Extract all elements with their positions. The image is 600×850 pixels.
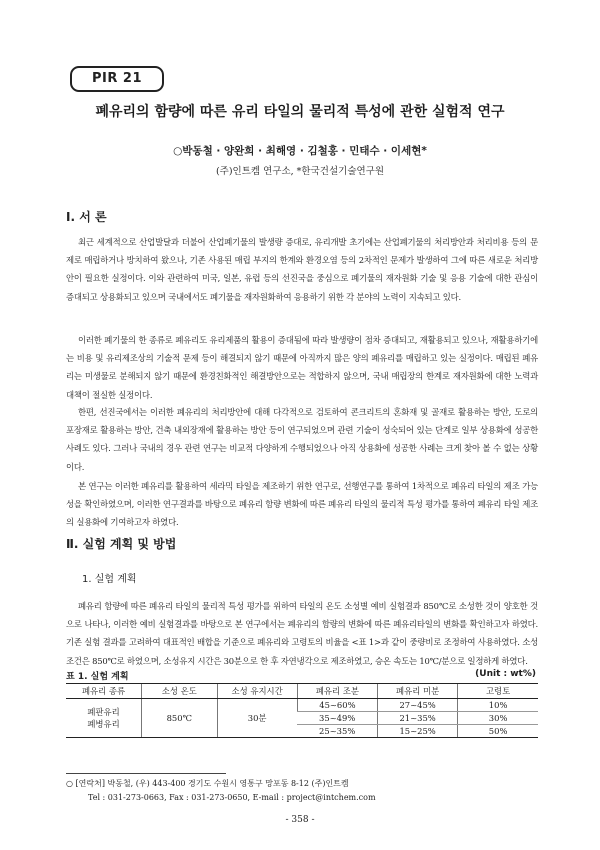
table-cell: 27~45% bbox=[378, 699, 458, 712]
header-cell: 폐유리 미분 bbox=[378, 684, 458, 699]
footnote-contact: ○ [연락처] 박동철, (우) 443-400 경기도 수원시 영통구 망포동 8-12 (주)인트켐 bbox=[66, 779, 349, 788]
table-caption: 표 1. 실험 계획 bbox=[66, 672, 129, 682]
affiliation: (주)인트켐 연구소, *한국건설기술연구원 bbox=[215, 166, 385, 177]
page-number: - 358 - bbox=[285, 815, 315, 825]
table-row bbox=[66, 699, 538, 712]
intro-paragraph-1: 최근 세계적으로 산업발달과 더불어 산업폐기물의 발생량 증대로, 유리개발 초기에는 산업폐기물의 처리방안과 처리비용 등의 문제로 매립하거나 방치하여 왔으나, 기존 사용된 매립 부지의 한계와 환경오염 등의 2차적인 문제가 발생하여 그에 따른 새로운 처리방안이 필요한 실정이다. 이와 관련하여 미국, 일본, 유럽 등의 선진국을 중심으로 폐기물의 재자원화 기술 및 응용 기술에 대한 관심이 증대되고 상용화되고 있으며 국내에서도 폐기물을 재자원화하여 응용하기 위한 각 분야의 노력이 지속되고 있다. bbox=[66, 237, 538, 302]
footnote bbox=[66, 777, 376, 805]
footnote-divider bbox=[66, 773, 226, 774]
table-cell: 25~35% bbox=[297, 725, 377, 738]
firing-temp-cell: 850℃ bbox=[142, 699, 218, 738]
intro-paragraph-2: 이러한 폐기물의 한 종류로 폐유리도 유리제품의 활용이 증대됨에 따라 발생량이 점차 증대되고, 재활용되고 있으나, 재활용하기에는 비용 및 유리제조상의 기술적 문제 등이 해결되지 않기 때문에 아직까지 많은 양의 폐유리를 매립하고 있는 실정이다. 매립된 폐유리는 미생물로 분해되지 않기 때문에 환경친화적인 해결방안으로는 적합하지 않으며, 국내 매립장의 한계로 재자원화에 대한 노력과 대책이 절실한 실정이다. bbox=[66, 335, 538, 400]
subsection-heading-plan: 1. 실험 계획 bbox=[82, 574, 137, 585]
section-heading-methods: Ⅱ. 실험 계획 및 방법 bbox=[66, 537, 177, 551]
table-cell: 30% bbox=[458, 712, 538, 725]
table-cell: 45~60% bbox=[297, 699, 377, 712]
footnote-phone-email: Tel : 031-273-0663, Fax : 031-273-0650, E-mail : project@intchem.com bbox=[88, 793, 376, 802]
table-cell: 10% bbox=[458, 699, 538, 712]
table-cell: 21~35% bbox=[378, 712, 458, 725]
table-cell: 15~25% bbox=[378, 725, 458, 738]
intro-paragraph-3: 한편, 선진국에서는 이러한 폐유리의 처리방안에 대해 다각적으로 검토하여 콘크리트의 혼화재 및 골재로 활용하는 방안, 도로의 포장재로 활용하는 방안, 건축 내외장재에 활용하는 방안 등이 연구되었으며 관련 기술이 성숙되어 있는 단계로 일부 상용화에 성공한 사례도 있다. 그러나 국내의 경우 관련 연구는 비교적 다양하게 수행되었으나 아직 상용화에 성공한 사례는 크게 찾아 볼 수 없는 상황이다. bbox=[66, 407, 538, 472]
header-cell: 고령토 bbox=[458, 684, 538, 699]
header-cell: 폐유리 종류 bbox=[66, 684, 142, 699]
table-cell: 35~49% bbox=[297, 712, 377, 725]
experiment-plan-table bbox=[66, 683, 538, 738]
header-cell: 폐유리 조분 bbox=[297, 684, 377, 699]
glass-type-cell: 폐판유리 폐병유리 bbox=[66, 699, 142, 738]
section-heading-introduction: Ⅰ. 서 론 bbox=[66, 210, 107, 224]
intro-paragraph-4: 본 연구는 이러한 폐유리를 활용하여 세라믹 타일을 제조하기 위한 연구로, 선행연구를 통하여 1차적으로 폐유리 타일의 제조 가능성을 확인하였으며, 이러한 연구결과를 바탕으로 폐유리 함량 변화에 따른 폐유리 타일의 물리적 특성 평가를 통하여 폐유리 타일 제조의 실용화에 기여하고자 하였다. bbox=[66, 481, 538, 528]
holding-time-cell: 30분 bbox=[217, 699, 297, 738]
methods-paragraph: 폐유리 함량에 따른 폐유리 타일의 물리적 특성 평가를 위하여 타일의 온도 소성별 예비 실험결과 850℃로 소성한 것이 양호한 것으로 나타나, 이러한 예비 실험결과를 바탕으로 본 연구에서는 폐유리의 함량의 변화에 따른 폐유리타일의 변화를 확인하고자 하였다. 기존 실험 결과를 고려하여 대표적인 배합을 기준으로 폐유리와 고령토의 비율을 <표 1>과 같이 중량비로 조정하여 사용하였다. 소성 조건은 850℃로 하였으며, 소성유지 시간은 30분으로 한 후 자연냉각으로 제조하였고, 승온 속도는 10℃/분으로 일정하게 하였다. bbox=[66, 601, 538, 666]
header-cell: 소성 유지시간 bbox=[217, 684, 297, 699]
paper-tag: PIR 21 bbox=[70, 66, 164, 92]
paper-title: 폐유리의 함량에 따른 유리 타일의 물리적 특성에 관한 실험적 연구 bbox=[95, 104, 505, 120]
header-cell: 소성 온도 bbox=[142, 684, 218, 699]
table-cell: 50% bbox=[458, 725, 538, 738]
table-unit: (Unit : wt%) bbox=[475, 669, 536, 679]
author-list: ○박동철 · 양완희 · 최해영 · 김철홍 · 민태수 · 이세현* bbox=[173, 145, 427, 157]
table-header-row bbox=[66, 684, 538, 699]
